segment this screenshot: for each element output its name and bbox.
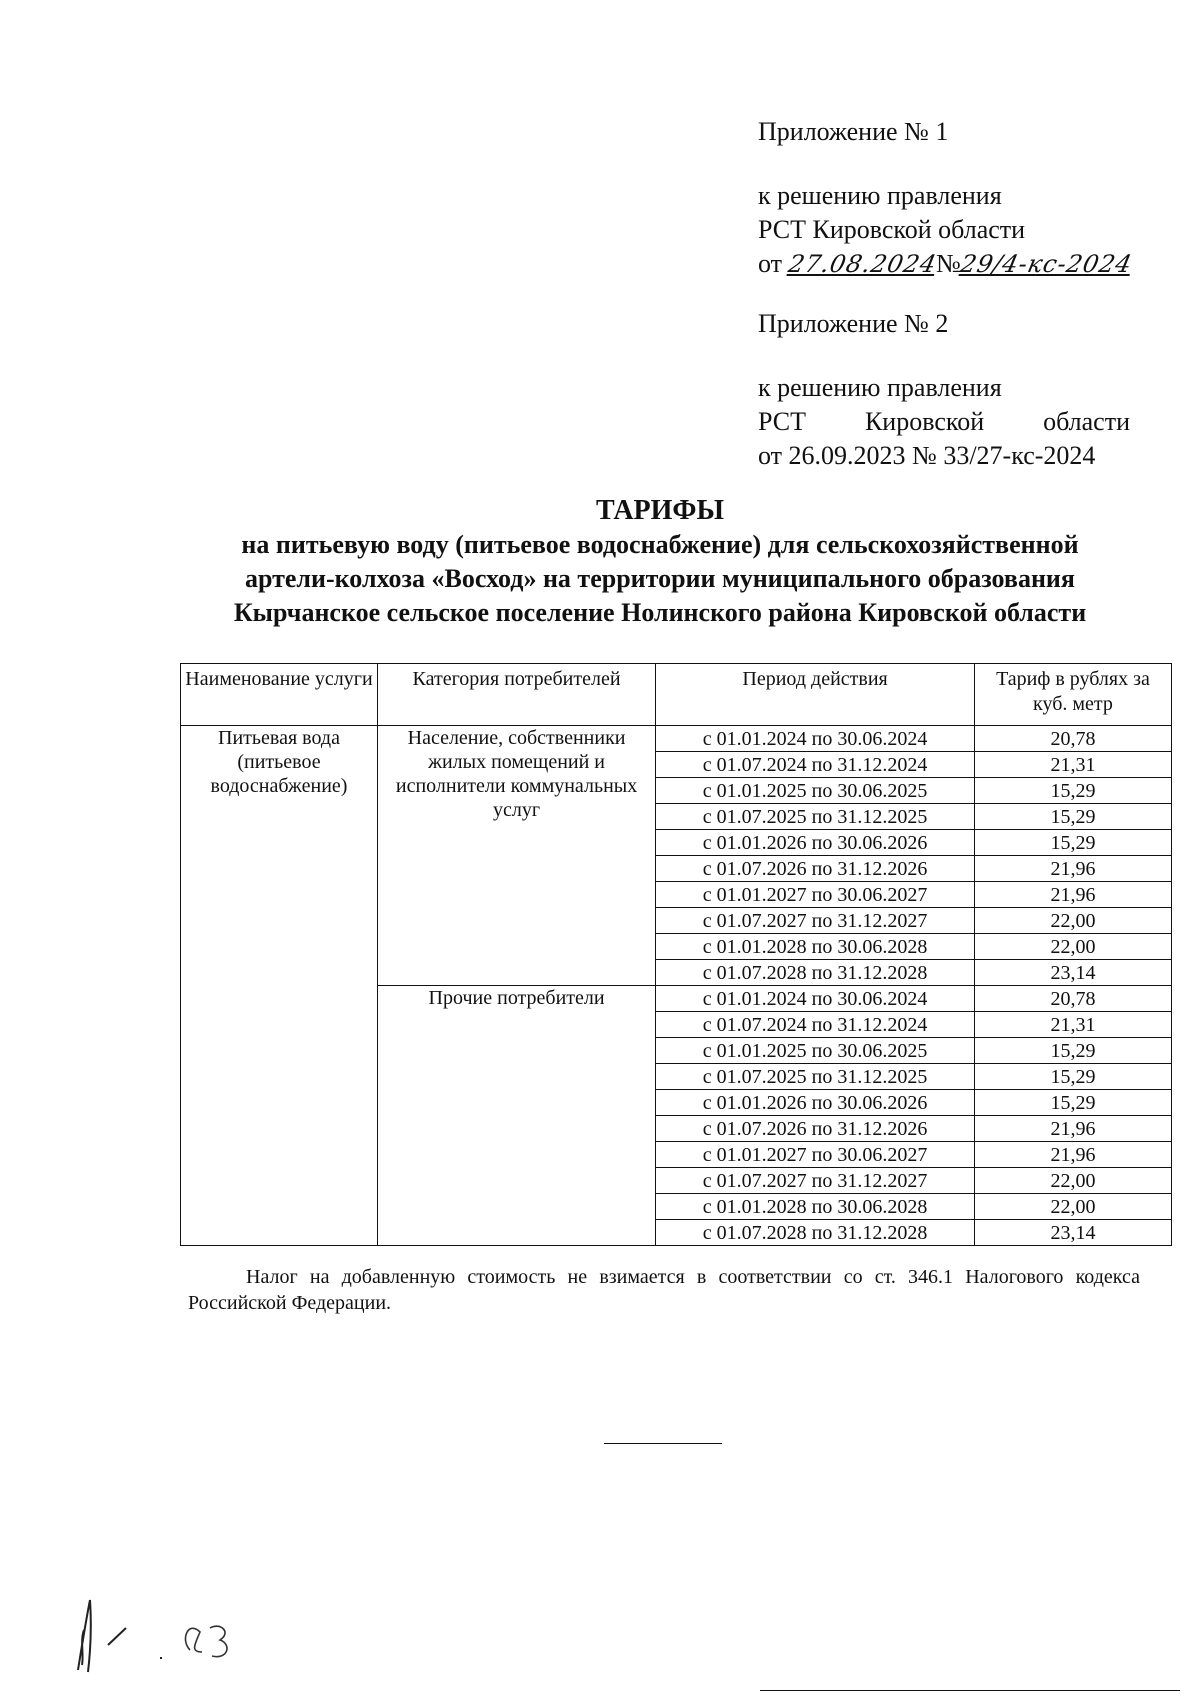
closing-divider bbox=[604, 1443, 722, 1444]
footer-line bbox=[760, 1690, 1180, 1691]
handwritten-signature bbox=[60, 1560, 280, 1680]
appendix-2-word-1: РСТ bbox=[758, 407, 807, 436]
period-cell: с 01.01.2024 по 30.06.2024 bbox=[656, 986, 975, 1012]
tariff-cell: 15,29 bbox=[974, 804, 1171, 830]
tariff-cell: 22,00 bbox=[974, 908, 1171, 934]
header-tariff: Тариф в рублях за куб. метр bbox=[974, 664, 1171, 726]
number-sign: № bbox=[935, 249, 961, 278]
tariff-cell: 15,29 bbox=[974, 778, 1171, 804]
tariffs-table bbox=[180, 663, 1172, 1246]
period-cell: с 01.07.2026 по 31.12.2026 bbox=[656, 1116, 975, 1142]
tariff-cell: 21,96 bbox=[974, 1116, 1171, 1142]
period-cell: с 01.01.2027 по 30.06.2027 bbox=[656, 882, 975, 908]
table-row bbox=[181, 726, 1172, 752]
period-cell: с 01.01.2026 по 30.06.2026 bbox=[656, 830, 975, 856]
table-header-row bbox=[181, 664, 1172, 726]
appendix-2-line-2 bbox=[758, 405, 1130, 439]
period-cell: с 01.07.2024 по 31.12.2024 bbox=[656, 752, 975, 778]
period-cell: с 01.01.2025 по 30.06.2025 bbox=[656, 778, 975, 804]
subtitle-line-1: на питьевую воду (питьевое водоснабжение) для сельскохозяйственной bbox=[241, 530, 1079, 559]
handwritten-date: 27.08.2024 bbox=[785, 250, 939, 278]
vat-note: Налог на добавленную стоимость не взимается в соответствии со ст. 346.1 Налогового кодекса Российской Федерации. bbox=[188, 1266, 1140, 1314]
period-cell: с 01.01.2027 по 30.06.2027 bbox=[656, 1142, 975, 1168]
period-cell: с 01.07.2025 по 31.12.2025 bbox=[656, 1064, 975, 1090]
period-cell: с 01.01.2028 по 30.06.2028 bbox=[656, 1194, 975, 1220]
appendix-1-line-1: к решению правления bbox=[758, 181, 1002, 210]
tariff-cell: 15,29 bbox=[974, 830, 1171, 856]
period-cell: с 01.01.2024 по 30.06.2024 bbox=[656, 726, 975, 752]
period-cell: с 01.01.2028 по 30.06.2028 bbox=[656, 934, 975, 960]
tariff-cell: 21,96 bbox=[974, 882, 1171, 908]
period-cell: с 01.07.2024 по 31.12.2024 bbox=[656, 1012, 975, 1038]
service-name-cell: Питьевая вода (питьевое водоснабжение) bbox=[181, 726, 378, 1246]
table-body bbox=[181, 726, 1172, 1246]
period-cell: с 01.07.2027 по 31.12.2027 bbox=[656, 908, 975, 934]
period-cell: с 01.07.2025 по 31.12.2025 bbox=[656, 804, 975, 830]
appendix-1-title: Приложение № 1 bbox=[758, 117, 949, 146]
document-title: ТАРИФЫ bbox=[596, 495, 724, 526]
period-cell: с 01.01.2025 по 30.06.2025 bbox=[656, 1038, 975, 1064]
subtitle-line-2: артели-колхоза «Восход» на территории муниципального образования bbox=[245, 564, 1075, 593]
tariff-cell: 22,00 bbox=[974, 1168, 1171, 1194]
tariff-cell: 21,96 bbox=[974, 1142, 1171, 1168]
subtitle-line-3: Кырчанское сельское поселение Нолинского района Кировской области bbox=[233, 598, 1087, 627]
tariff-cell: 15,29 bbox=[974, 1038, 1171, 1064]
appendix-1-date-line bbox=[758, 247, 1135, 281]
tariff-cell: 23,14 bbox=[974, 1220, 1171, 1246]
header-period: Период действия bbox=[656, 664, 975, 726]
period-cell: с 01.07.2026 по 31.12.2026 bbox=[656, 856, 975, 882]
header-service: Наименование услуги bbox=[181, 664, 378, 726]
appendix-2-block bbox=[758, 307, 1130, 473]
appendix-1-line-2: РСТ Кировской области bbox=[758, 215, 1026, 244]
tariff-cell: 15,29 bbox=[974, 1090, 1171, 1116]
period-cell: с 01.07.2028 по 31.12.2028 bbox=[656, 1220, 975, 1246]
tariff-cell: 22,00 bbox=[974, 934, 1171, 960]
appendix-1-prefix: от bbox=[758, 249, 783, 278]
appendix-2-title: Приложение № 2 bbox=[758, 309, 949, 338]
handwritten-number: 29/4-кс-2024 bbox=[957, 250, 1135, 278]
header-category: Категория потребителей bbox=[377, 664, 655, 726]
category-cell: Население, собственники жилых помещений и исполнители коммунальных услуг bbox=[377, 726, 655, 986]
tariff-cell: 15,29 bbox=[974, 1064, 1171, 1090]
period-cell: с 01.07.2028 по 31.12.2028 bbox=[656, 960, 975, 986]
tariff-cell: 23,14 bbox=[974, 960, 1171, 986]
tariff-cell: 21,31 bbox=[974, 1012, 1171, 1038]
appendix-2-word-2: Кировской bbox=[864, 407, 985, 436]
tariff-cell: 21,96 bbox=[974, 856, 1171, 882]
appendix-2-line-3: от 26.09.2023 № 33/27-кс-2024 bbox=[758, 441, 1096, 470]
appendix-2-line-1: к решению правления bbox=[758, 373, 1002, 402]
tariff-cell: 22,00 bbox=[974, 1194, 1171, 1220]
document-heading bbox=[160, 494, 1160, 630]
tariff-cell: 21,31 bbox=[974, 752, 1171, 778]
category-cell: Прочие потребители bbox=[377, 986, 655, 1246]
period-cell: с 01.01.2026 по 30.06.2026 bbox=[656, 1090, 975, 1116]
tariff-cell: 20,78 bbox=[974, 986, 1171, 1012]
period-cell: с 01.07.2027 по 31.12.2027 bbox=[656, 1168, 975, 1194]
appendix-2-word-3: области bbox=[1043, 407, 1130, 436]
tariff-cell: 20,78 bbox=[974, 726, 1171, 752]
appendix-1-block bbox=[758, 115, 1135, 281]
